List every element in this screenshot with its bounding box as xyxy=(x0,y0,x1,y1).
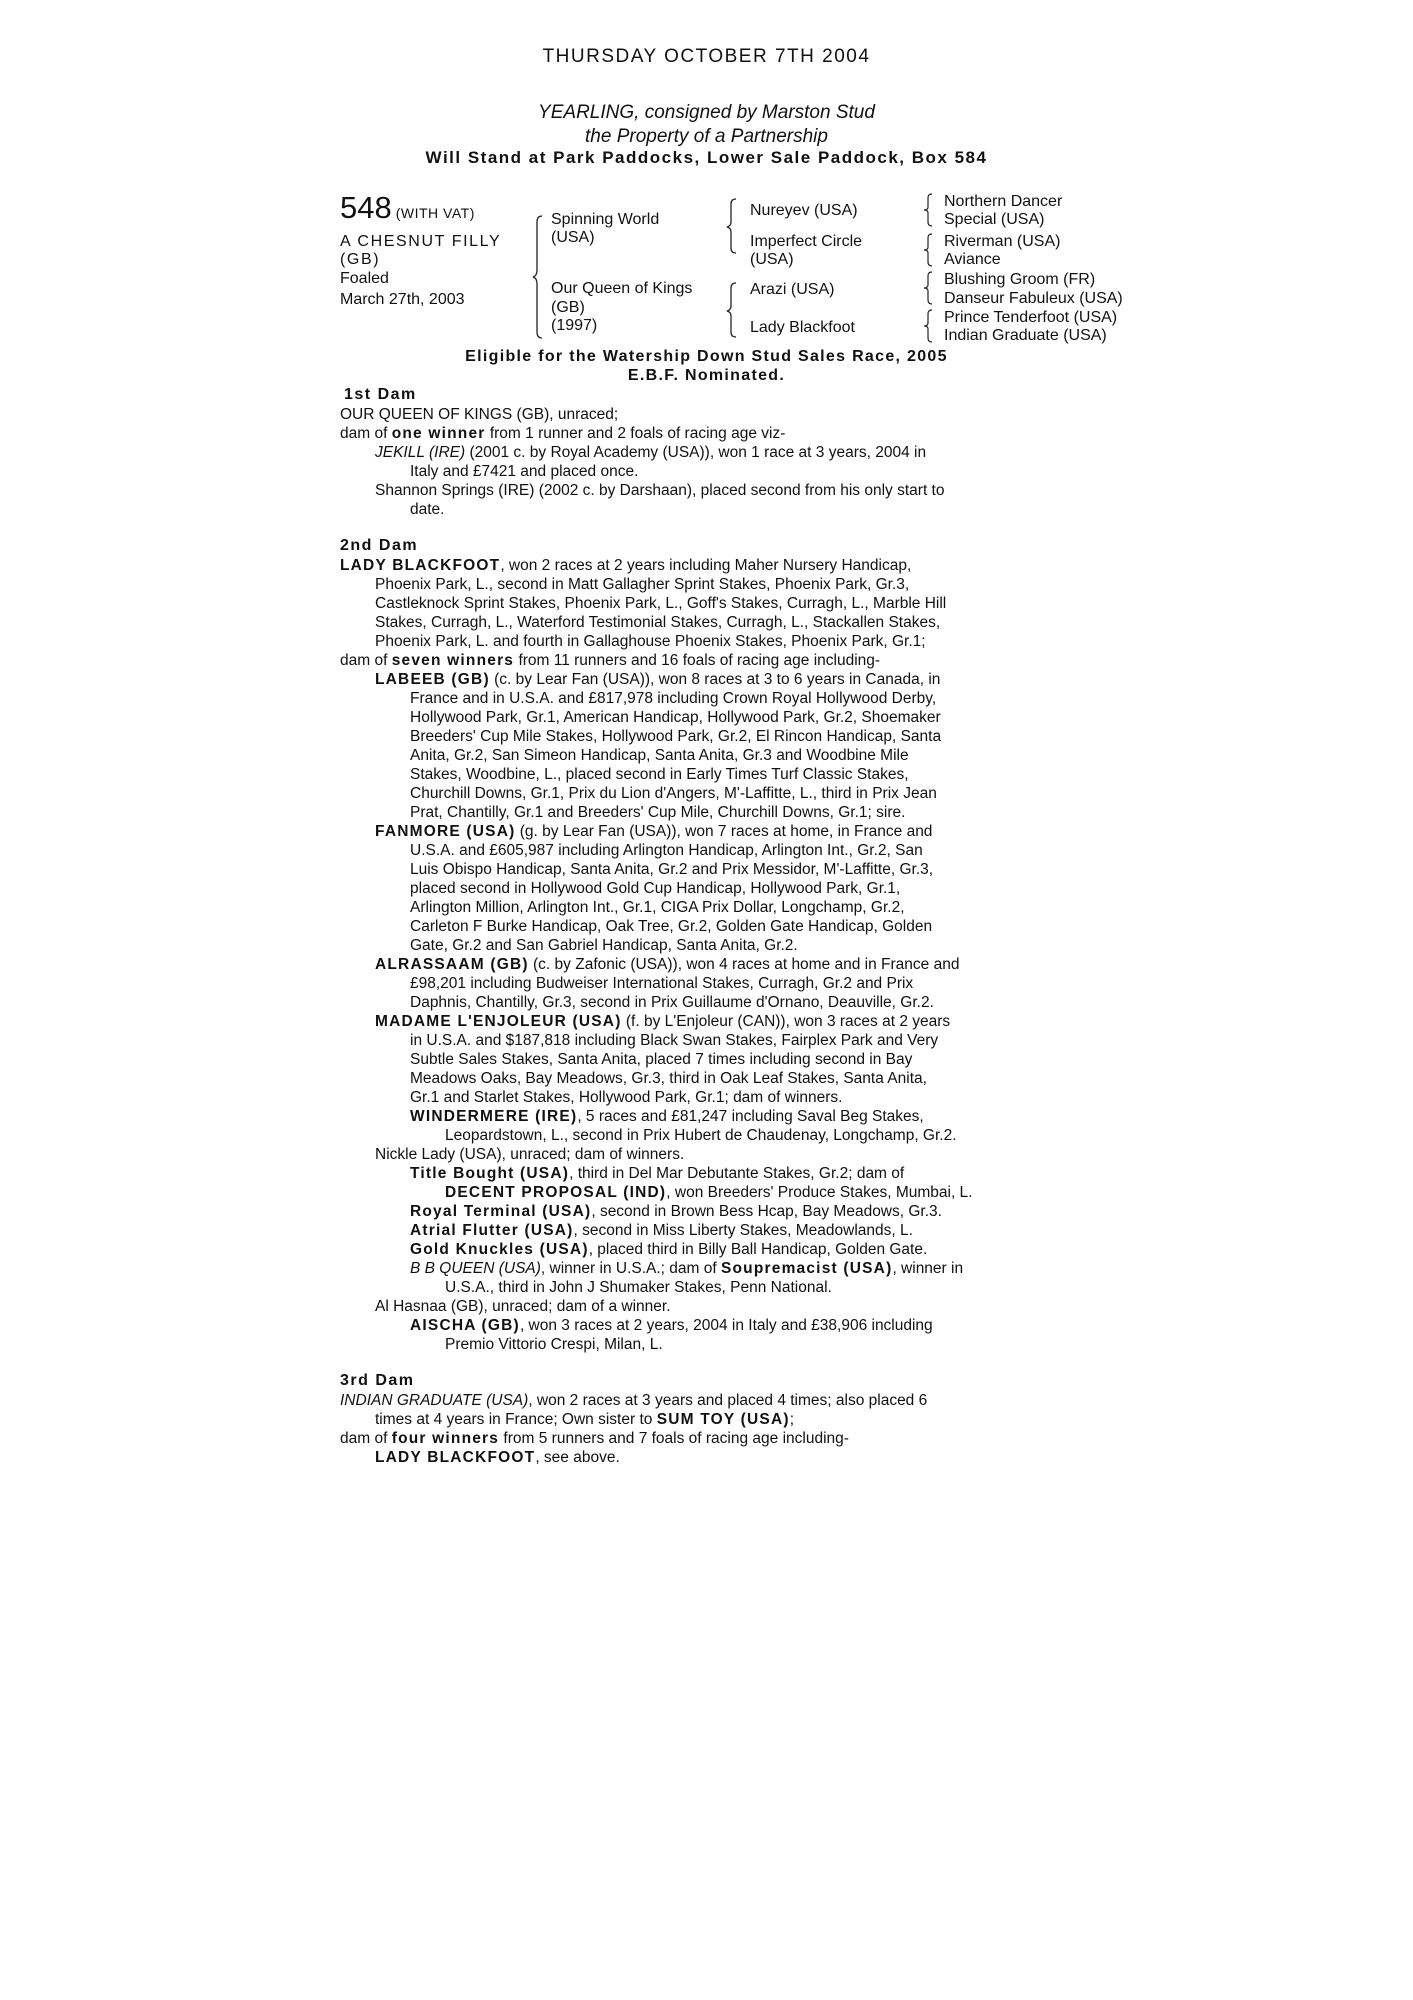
first-dam-line: OUR QUEEN OF KINGS (GB), unraced; xyxy=(340,406,619,423)
lady-blackfoot-cont-2: Castleknock Sprint Stakes, Phoenix Park, L., Goff's Stakes, Curragh, L., Marble Hill xyxy=(375,595,947,612)
property-line: the Property of a Partnership xyxy=(585,126,828,147)
filly-description: A CHESNUT FILLY xyxy=(340,233,502,250)
madame-cont-2: Subtle Sales Stakes, Santa Anita, placed 7 times including second in Bay xyxy=(410,1051,913,1068)
gold-knuckles-entry xyxy=(410,1240,927,1259)
brace-3 xyxy=(922,270,936,306)
second-dam-heading: 2nd Dam xyxy=(340,537,419,554)
labeeb-entry xyxy=(375,670,940,689)
nickle-lady-entry: Nickle Lady (USA), unraced; dam of winners. xyxy=(375,1146,685,1163)
sire-name: Spinning World xyxy=(551,211,660,228)
dam-name: Our Queen of Kings xyxy=(551,280,693,297)
dd-dam: Indian Graduate (USA) xyxy=(944,327,1107,344)
winner-count: four winners xyxy=(391,1430,500,1447)
sire-sire: Nureyev (USA) xyxy=(750,202,858,219)
labeeb-cont-6: Churchill Downs, Gr.1, Prix du Lion d'Angers, M'-Laffitte, L., third in Prix Jean xyxy=(410,785,937,802)
labeeb-cont-3: Breeders' Cup Mile Stakes, Hollywood Park, Gr.2, El Rincon Handicap, Santa xyxy=(410,728,942,745)
dam-country: (GB) xyxy=(551,299,585,316)
horse-name: Soupremacist (USA) xyxy=(720,1260,893,1277)
fanmore-cont-2: Luis Obispo Handicap, Santa Anita, Gr.2 and Prix Messidor, M'-Laffitte, Gr.3, xyxy=(410,861,934,878)
horse-name: Atrial Flutter (USA) xyxy=(410,1222,574,1239)
text: , see above. xyxy=(535,1449,620,1466)
filly-origin: (GB) xyxy=(340,251,381,268)
al-hasnaa-entry: Al Hasnaa (GB), unraced; dam of a winner. xyxy=(375,1298,671,1315)
text: dam of xyxy=(340,652,392,669)
sd-dam: Aviance xyxy=(944,251,1001,268)
foaled-date: March 27th, 2003 xyxy=(340,291,465,308)
labeeb-cont-4: Anita, Gr.2, San Simeon Handicap, Santa Anita, Gr.3 and Woodbine Mile xyxy=(410,747,909,764)
horse-name: ALRASSAAM (GB) xyxy=(375,956,529,973)
aischa-entry xyxy=(410,1316,933,1335)
text: , placed third in Billy Ball Handicap, Golden Gate. xyxy=(588,1241,928,1258)
brace-2 xyxy=(922,232,936,268)
fanmore-cont-3: placed second in Hollywood Gold Cup Handicap, Hollywood Park, Gr.1, xyxy=(410,880,901,897)
madame-lenjoleur-entry xyxy=(375,1012,950,1031)
madame-cont-3: Meadows Oaks, Bay Meadows, Gr.3, third in Oak Leaf Stakes, Santa Anita, xyxy=(410,1070,927,1087)
horse-name: JEKILL (IRE) xyxy=(375,444,466,461)
first-dam-produce-line xyxy=(340,424,785,443)
text: , second in Miss Liberty Stakes, Meadowlands, L. xyxy=(573,1222,913,1239)
aischa-cont: Premio Vittorio Crespi, Milan, L. xyxy=(445,1336,663,1353)
ss-dam: Special (USA) xyxy=(944,211,1045,228)
consignor-line: YEARLING, consigned by Marston Stud xyxy=(538,102,875,123)
text: (g. by Lear Fan (USA)), won 7 races at home, in France and xyxy=(515,823,933,840)
text: from 1 runner and 2 foals of racing age viz- xyxy=(485,425,786,442)
text: (c. by Lear Fan (USA)), won 8 races at 3 to 6 years in Canada, in xyxy=(489,671,941,688)
second-dam-produce-line xyxy=(340,651,880,670)
third-dam-produce-line xyxy=(340,1429,849,1448)
sire-dam-brace xyxy=(530,212,550,342)
horse-name: INDIAN GRADUATE (USA) xyxy=(340,1392,529,1409)
text: dam of xyxy=(340,425,392,442)
text: , won 3 races at 2 years, 2004 in Italy and £38,906 including xyxy=(519,1317,933,1334)
jekill-entry-cont: Italy and £7421 and placed once. xyxy=(410,463,639,480)
lady-blackfoot-cont-4: Phoenix Park, L. and fourth in Gallaghouse Phoenix Stakes, Phoenix Park, Gr.1; xyxy=(375,633,926,650)
madame-cont-4: Gr.1 and Starlet Stakes, Hollywood Park, Gr.1; dam of winners. xyxy=(410,1089,843,1106)
dam-dam: Lady Blackfoot xyxy=(750,319,855,336)
sire-dam-country: (USA) xyxy=(750,251,794,268)
labeeb-cont-7: Prat, Chantilly, Gr.1 and Breeders' Cup Mile, Churchill Downs, Gr.1; sire. xyxy=(410,804,906,821)
sale-date: THURSDAY OCTOBER 7TH 2004 xyxy=(542,46,871,67)
atrial-flutter-entry xyxy=(410,1221,913,1240)
dam-sire: Arazi (USA) xyxy=(750,281,835,298)
eligibility-race: Eligible for the Watership Down Stud Sales Race, 2005 xyxy=(465,348,948,365)
sire-dam: Imperfect Circle xyxy=(750,233,863,250)
horse-name: AISCHA (GB) xyxy=(410,1317,520,1334)
ds-dam: Danseur Fabuleux (USA) xyxy=(944,290,1123,307)
horse-name: MADAME L'ENJOLEUR (USA) xyxy=(375,1013,622,1030)
bb-queen-entry xyxy=(410,1259,963,1278)
title-bought-entry xyxy=(410,1164,904,1183)
text: , winner in U.S.A.; dam of xyxy=(540,1260,721,1277)
jekill-entry xyxy=(375,443,926,462)
ebf-nominated: E.B.F. Nominated. xyxy=(627,367,786,384)
alrassaam-cont-2: Daphnis, Chantilly, Gr.3, second in Prix Guillaume d'Ornano, Deauville, Gr.2. xyxy=(410,994,934,1011)
lady-blackfoot-ref xyxy=(375,1448,620,1467)
horse-name: DECENT PROPOSAL (IND) xyxy=(445,1184,667,1201)
horse-name: SUM TOY (USA) xyxy=(656,1411,790,1428)
horse-name: Gold Knuckles (USA) xyxy=(410,1241,589,1258)
first-dam-heading: 1st Dam xyxy=(344,386,417,403)
brace-1 xyxy=(922,192,936,228)
sd-sire: Riverman (USA) xyxy=(944,233,1061,250)
shannon-springs-entry: Shannon Springs (IRE) (2002 c. by Darshaan), placed second from his only start to xyxy=(375,482,945,499)
fanmore-cont-4: Arlington Million, Arlington Int., Gr.1, CIGA Prix Dollar, Longchamp, Gr.2, xyxy=(410,899,905,916)
text: times at 4 years in France; Own sister to xyxy=(375,1411,657,1428)
vat-note: (WITH VAT) xyxy=(395,205,475,221)
winner-count: seven winners xyxy=(391,652,515,669)
text: (c. by Zafonic (USA)), won 4 races at home and in France and xyxy=(528,956,960,973)
indian-graduate-line xyxy=(340,1391,927,1410)
text: , won Breeders' Produce Stakes, Mumbai, L. xyxy=(666,1184,973,1201)
lot-number: 548 xyxy=(340,190,392,225)
windermere-entry xyxy=(410,1107,924,1126)
fanmore-entry xyxy=(375,822,932,841)
winner-count: one winner xyxy=(391,425,486,442)
dam-parents-brace xyxy=(725,280,741,340)
text: from 5 runners and 7 foals of racing age including- xyxy=(499,1430,849,1447)
text: , won 2 races at 3 years and placed 4 times; also placed 6 xyxy=(528,1392,928,1409)
fanmore-cont-6: Gate, Gr.2 and San Gabriel Handicap, Santa Anita, Gr.2. xyxy=(410,937,798,954)
horse-name: FANMORE (USA) xyxy=(375,823,516,840)
lady-blackfoot-cont-3: Stakes, Curragh, L., Waterford Testimonial Stakes, Curragh, L., Stackallen Stakes, xyxy=(375,614,941,631)
lady-blackfoot-cont-1: Phoenix Park, L., second in Matt Gallagher Sprint Stakes, Phoenix Park, Gr.3, xyxy=(375,576,910,593)
decent-proposal-entry xyxy=(445,1183,972,1202)
text: (f. by L'Enjoleur (CAN)), won 3 races at 2 years xyxy=(621,1013,951,1030)
fanmore-cont-1: U.S.A. and £605,987 including Arlington Handicap, Arlington Int., Gr.2, San xyxy=(410,842,923,859)
horse-name: LADY BLACKFOOT xyxy=(375,1449,536,1466)
text: (2001 c. by Royal Academy (USA)), won 1 race at 3 years, 2004 in xyxy=(465,444,927,461)
horse-name: B B QUEEN (USA) xyxy=(410,1260,541,1277)
alrassaam-cont-1: £98,201 including Budweiser International Stakes, Curragh, Gr.2 and Prix xyxy=(410,975,914,992)
text: dam of xyxy=(340,1430,392,1447)
lot-number-block xyxy=(340,190,475,226)
fanmore-cont-5: Carleton F Burke Handicap, Oak Tree, Gr.2, Golden Gate Handicap, Golden xyxy=(410,918,933,935)
shannon-springs-entry-cont: date. xyxy=(410,501,445,518)
bb-queen-cont: U.S.A., third in John J Shumaker Stakes, Penn National. xyxy=(445,1279,832,1296)
third-dam-heading: 3rd Dam xyxy=(340,1372,415,1389)
text: , winner in xyxy=(892,1260,964,1277)
sire-parents-brace xyxy=(725,196,741,256)
sire-country: (USA) xyxy=(551,229,595,246)
text: , won 2 races at 2 years including Maher Nursery Handicap, xyxy=(500,557,912,574)
alrassaam-entry xyxy=(375,955,959,974)
horse-name: LABEEB (GB) xyxy=(375,671,490,688)
horse-name: WINDERMERE (IRE) xyxy=(410,1108,578,1125)
brace-4 xyxy=(922,308,936,344)
text: , second in Brown Bess Hcap, Bay Meadows, Gr.3. xyxy=(591,1203,942,1220)
text: ; xyxy=(789,1411,795,1428)
labeeb-cont-5: Stakes, Woodbine, L., placed second in Early Times Turf Classic Stakes, xyxy=(410,766,909,783)
labeeb-cont-1: France and in U.S.A. and £817,978 including Crown Royal Hollywood Derby, xyxy=(410,690,937,707)
dd-sire: Prince Tenderfoot (USA) xyxy=(944,309,1118,326)
foaled-label: Foaled xyxy=(340,270,389,287)
text: from 11 runners and 16 foals of racing age including- xyxy=(514,652,881,669)
text: , 5 races and £81,247 including Saval Beg Stakes, xyxy=(577,1108,924,1125)
royal-terminal-entry xyxy=(410,1202,942,1221)
windermere-cont: Leopardstown, L., second in Prix Hubert de Chaudenay, Longchamp, Gr.2. xyxy=(445,1127,957,1144)
dam-year: (1997) xyxy=(551,317,598,334)
horse-name: Royal Terminal (USA) xyxy=(410,1203,592,1220)
madame-cont-1: in U.S.A. and $187,818 including Black Swan Stakes, Fairplex Park and Very xyxy=(410,1032,939,1049)
indian-graduate-cont xyxy=(375,1410,794,1429)
stand-location: Will Stand at Park Paddocks, Lower Sale Paddock, Box 584 xyxy=(425,148,988,167)
horse-name: LADY BLACKFOOT xyxy=(340,557,501,574)
horse-name: Title Bought (USA) xyxy=(410,1165,570,1182)
lady-blackfoot-line xyxy=(340,556,911,575)
labeeb-cont-2: Hollywood Park, Gr.1, American Handicap, Hollywood Park, Gr.2, Shoemaker xyxy=(410,709,941,726)
ds-sire: Blushing Groom (FR) xyxy=(944,271,1096,288)
text: , third in Del Mar Debutante Stakes, Gr.2; dam of xyxy=(569,1165,905,1182)
ss-sire: Northern Dancer xyxy=(944,193,1063,210)
